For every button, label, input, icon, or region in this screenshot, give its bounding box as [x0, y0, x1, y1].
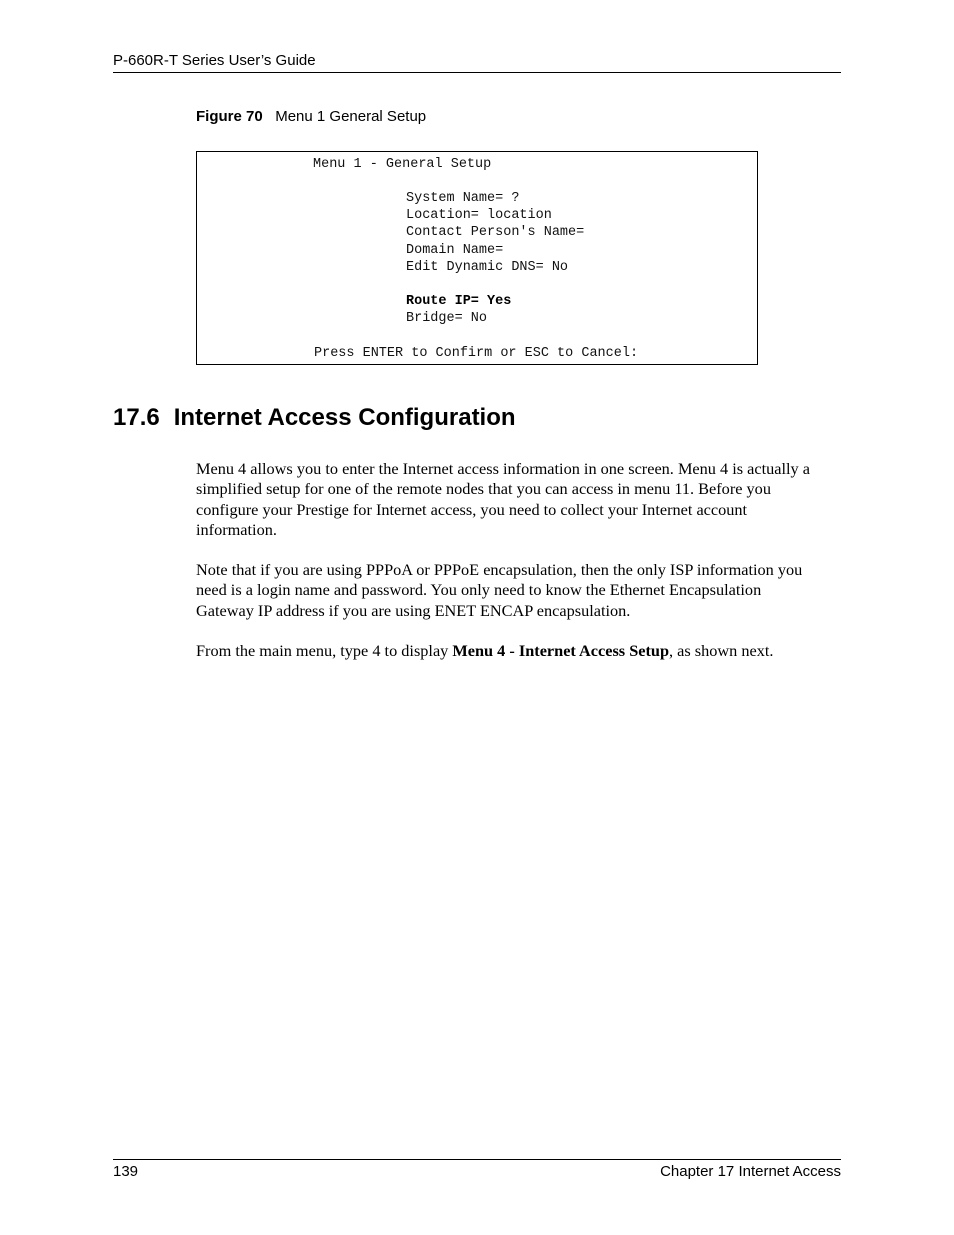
location-field: Location= location	[406, 208, 552, 223]
paragraph-3	[196, 641, 844, 661]
figure-caption	[196, 108, 426, 125]
paragraph-line: need is a login name and password. You only need to know the Ethernet Encapsulation	[196, 580, 762, 600]
paragraph-line: information.	[196, 519, 277, 539]
edit-dynamic-dns-field: Edit Dynamic DNS= No	[406, 260, 569, 275]
paragraph-line: simplified setup for one of the remote nodes that you can access in menu 11. Before you	[196, 479, 771, 499]
paragraph-text: , as shown next.	[669, 641, 774, 660]
paragraph-line: Note that if you are using PPPoA or PPPoE encapsulation, then the only ISP information you	[196, 560, 803, 579]
figure-number: Figure 70	[196, 108, 263, 125]
system-name-field: System Name= ?	[406, 191, 520, 206]
page-number: 139	[113, 1163, 139, 1180]
section-heading	[113, 404, 516, 432]
paragraph-line: Gateway IP address if you are using ENET ENCAP encapsulation.	[196, 600, 631, 620]
header-title: P-660R-T Series User’s Guide	[113, 52, 316, 69]
paragraph-text: From the main menu, type 4 to display	[196, 641, 453, 660]
menu-title: Menu 1 - General Setup	[313, 157, 492, 172]
figure-title: Menu 1 General Setup	[275, 108, 427, 125]
contact-person-field: Contact Person's Name=	[406, 225, 585, 240]
paragraph-line: Menu 4 allows you to enter the Internet access information in one screen. Menu 4 is actually a	[196, 459, 810, 478]
paragraph-1	[196, 459, 844, 540]
section-number: 17.6	[113, 404, 160, 431]
paragraph-2	[196, 560, 844, 621]
paragraph-line: configure your Prestige for Internet access, you need to collect your Internet account	[196, 499, 748, 519]
route-ip-field: Route IP= Yes	[406, 294, 512, 309]
paragraph-line	[196, 641, 844, 661]
page-header	[113, 51, 841, 73]
section-title: Internet Access Configuration	[173, 404, 516, 431]
page-footer	[113, 1159, 841, 1184]
chapter-title: Chapter 17 Internet Access	[660, 1163, 841, 1180]
confirm-prompt: Press ENTER to Confirm or ESC to Cancel:	[314, 346, 639, 361]
domain-name-field: Domain Name=	[406, 243, 504, 258]
bridge-field: Bridge= No	[406, 311, 488, 326]
menu-screen	[196, 151, 758, 365]
menu-reference: Menu 4 - Internet Access Setup	[452, 641, 670, 660]
